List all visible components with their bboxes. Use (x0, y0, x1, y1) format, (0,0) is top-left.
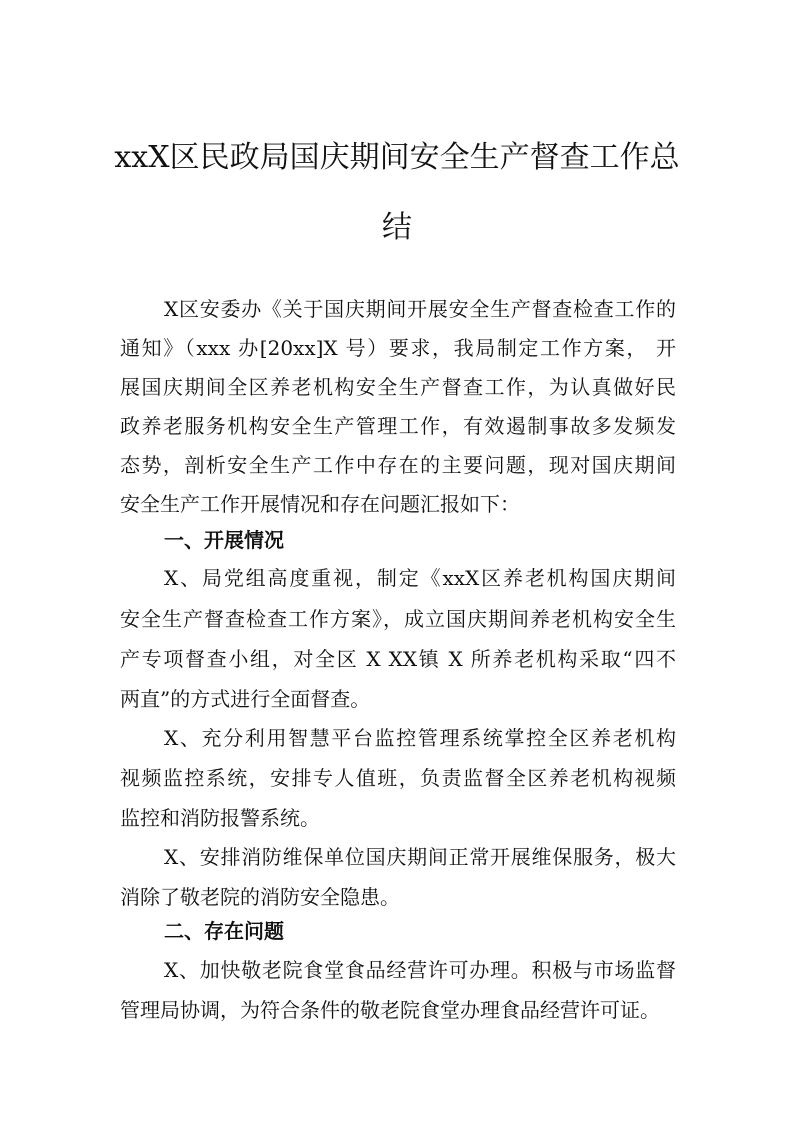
intro-line: X区安委办《关于国庆期间开展安全生产督查检查工作的 (164, 297, 676, 321)
paragraph-line: X、加快敬老院食堂食品经营许可办理。积极与市场监督 (164, 958, 676, 982)
section-heading-1: 一、开展情况 (164, 528, 284, 552)
paragraph-line: 消除了敬老院的消防安全隐患。 (120, 885, 400, 909)
intro-line: 态势，剖析安全生产工作中存在的主要问题，现对国庆期间 (120, 453, 676, 477)
intro-line: 通知》（xxx 办[20xx]X 号）要求，我局制定工作方案， 开 (120, 336, 676, 360)
paragraph-line: 两直”的方式进行全面督查。 (120, 687, 371, 711)
paragraph-line: 产专项督查小组，对全区 X XX镇 X 所养老机构采取“四不 (120, 647, 676, 671)
intro-line: 政养老服务机构安全生产管理工作，有效遏制事故多发频发 (120, 414, 676, 438)
paragraph-line: 视频监控系统，安排专人值班，负责监督全区养老机构视频 (120, 766, 676, 790)
document-title-line-2: 结 (382, 210, 412, 245)
paragraph-line: 安全生产督查检查工作方案》，成立国庆期间养老机构安全生 (120, 607, 676, 631)
intro-line: 安全生产工作开展情况和存在问题汇报如下： (120, 492, 520, 516)
section-heading-2: 二、存在问题 (164, 919, 284, 943)
paragraph-line: 管理局协调，为符合条件的敬老院食堂办理食品经营许可证。 (120, 998, 660, 1022)
intro-line: 展国庆期间全区养老机构安全生产督查工作，为认真做好民 (120, 375, 676, 399)
paragraph-line: X、局党组高度重视，制定《xxX区养老机构国庆期间 (164, 566, 676, 590)
paragraph-line: X、充分利用智慧平台监控管理系统掌控全区养老机构 (164, 726, 676, 750)
paragraph-line: 监控和消防报警系统。 (120, 806, 320, 830)
paragraph-line: X、安排消防维保单位国庆期间正常开展维保服务，极大 (164, 845, 676, 869)
document-title-line-1: xxX区民政局国庆期间安全生产督查工作总 (114, 140, 680, 175)
